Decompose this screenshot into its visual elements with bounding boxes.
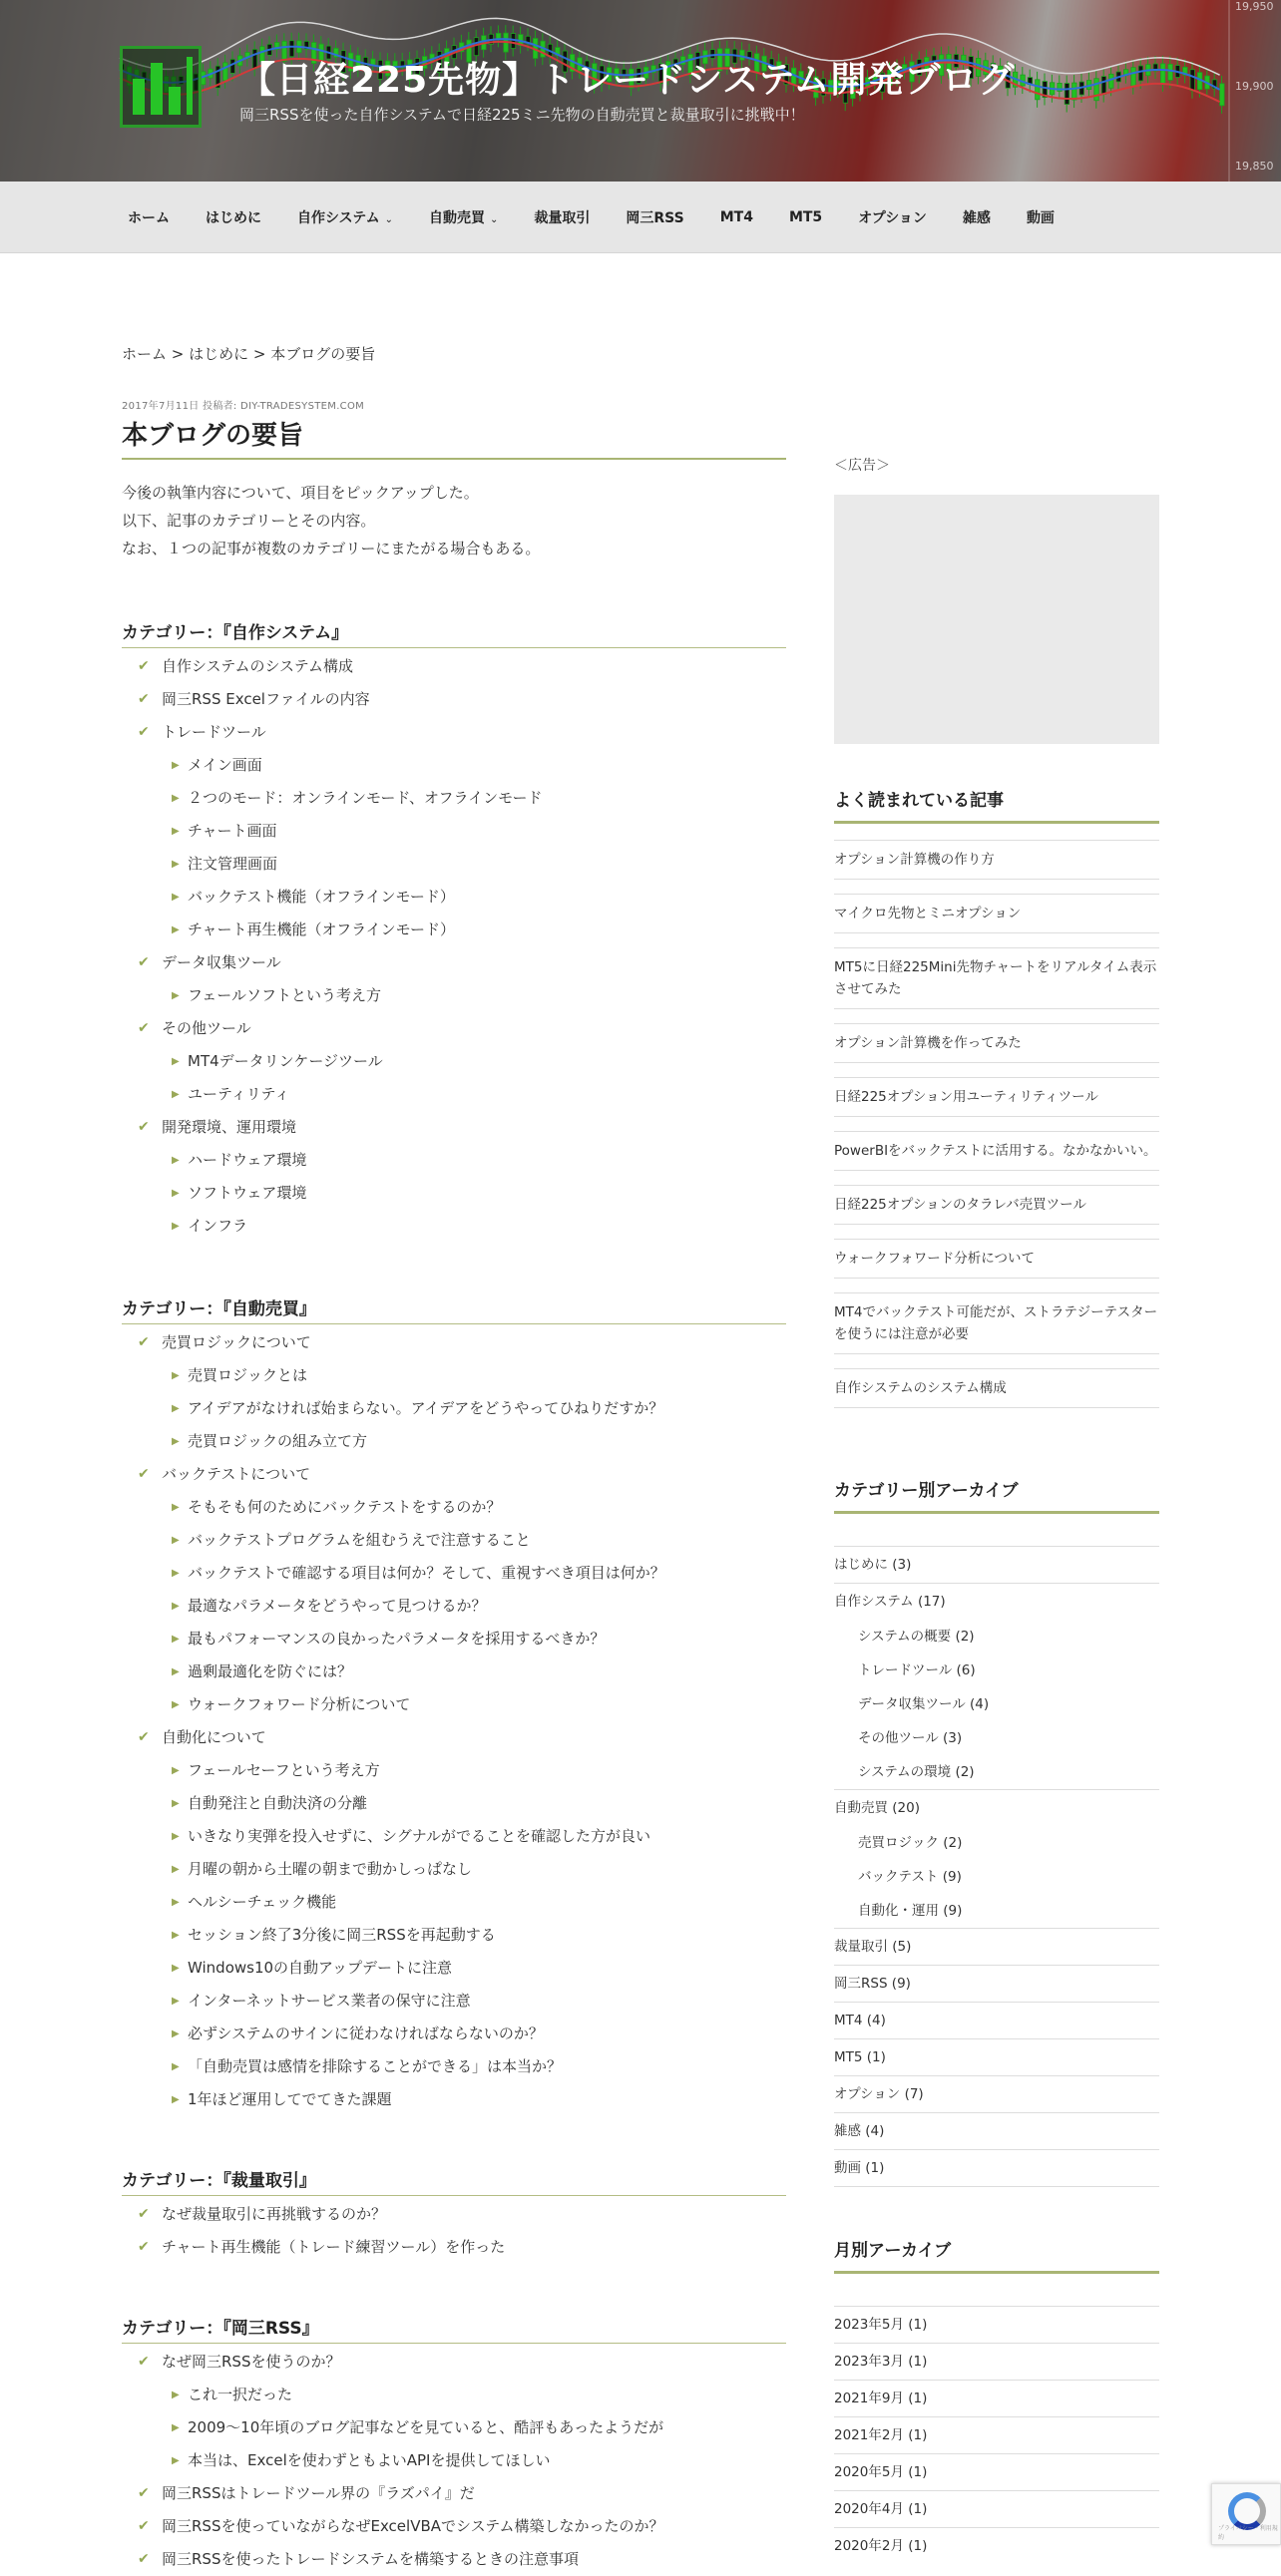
check-icon: ✔ [138,2551,150,2567]
monthly-archive-link[interactable]: 2020年5月 (1) [834,2453,1159,2490]
list-item[interactable] [122,1886,786,1919]
candle-body [1160,64,1165,84]
check-icon: ✔ [138,2518,150,2534]
category-archive-link[interactable]: 自動化・運用 (9) [858,1903,963,1919]
category-archive-link[interactable]: オプション (7) [834,2075,1159,2112]
list-item[interactable] [122,815,786,848]
list-item[interactable] [122,881,786,914]
monthly-archive-link[interactable]: 2020年4月 (1) [834,2490,1159,2527]
list-item[interactable] [122,1557,786,1590]
nav-label: 岡三RSS [626,210,684,226]
nav-sairyou[interactable] [516,207,608,227]
check-icon: ✔ [138,1334,150,1350]
nav-label: ホーム [128,210,170,226]
price-label: 19,850 [1235,160,1274,173]
list-item[interactable] [122,1853,786,1886]
candle-body [1036,80,1041,100]
list-item[interactable] [122,1111,786,1144]
list-item-label: 必ずシステムのサインに従わなければならないのか？ [188,2024,544,2042]
list-item-label: 過剰最適化を防ぐには？ [188,1662,353,1680]
nav-option[interactable] [840,207,945,227]
popular-post-link[interactable]: オプション計算機の作り方 [834,840,1159,880]
category-archive-link[interactable]: MT5 (1) [834,2038,1159,2075]
arrow-right-icon: ▶ [172,1089,180,1100]
list-item[interactable] [122,2050,786,2083]
category-section [122,1294,786,2116]
list-item[interactable] [122,848,786,881]
list-item-label: 自作システムのシステム構成 [162,657,354,675]
chevron-down-icon: ⌄ [384,214,393,225]
list-item[interactable] [122,1458,786,1491]
check-icon: ✔ [138,1020,150,1036]
nav-jisaku-system[interactable] [279,207,411,227]
category-archive-title: カテゴリー別アーカイブ [834,1476,1159,1514]
price-label: 19,900 [1235,80,1274,93]
list-item-label: ２つのモード：オンラインモード、オフラインモード [188,789,543,807]
arrow-right-icon: ▶ [172,990,180,1001]
list-item-label: ウォークフォワード分析について [188,1695,411,1713]
chevron-down-icon: ⌄ [490,214,499,225]
list-item-label: フェールセーフという考え方 [188,1761,380,1779]
category-archive-link[interactable]: 雑感 (4) [834,2112,1159,2149]
category-archive-link[interactable]: 動画 (1) [834,2149,1159,2187]
nav-label: 雑感 [962,210,991,226]
list-item[interactable] [122,914,786,946]
list-item[interactable] [122,2346,786,2379]
nav-okasan-rss[interactable] [608,207,701,227]
list-item[interactable] [122,1491,786,1524]
check-icon: ✔ [138,691,150,707]
breadcrumb-home[interactable]: ホーム [122,345,168,363]
list-item-label: 自動発注と自動決済の分離 [188,1794,368,1812]
category-list [122,1326,786,2116]
popular-post-link[interactable]: MT5に日経225Mini先物チャートをリアルタイム表示させてみた [834,947,1159,1009]
list-item[interactable] [122,2411,786,2444]
category-heading: カテゴリー：『裁量取引』 [122,2166,786,2196]
popular-post-link[interactable]: 日経225オプションのタラレバ売買ツール [834,1185,1159,1225]
popular-post-link[interactable]: MT4でバックテスト可能だが、ストラテジーテスターを使うには注意が必要 [834,1292,1159,1354]
list-item-label: 岡三RSSを使ったトレードシステムを構築するときの注意事項 [162,2550,579,2568]
list-item[interactable] [122,1425,786,1458]
check-icon: ✔ [138,724,150,740]
category-archive-link[interactable]: はじめに (3) [834,1546,1159,1583]
breadcrumb-separator: > [248,345,271,363]
check-icon: ✔ [138,1119,150,1135]
nav-label: オプション [858,210,927,226]
list-item[interactable] [122,1919,786,1952]
nav-mt4[interactable] [702,209,771,225]
arrow-right-icon: ▶ [172,1056,180,1067]
list-item-label: トレードツール [162,723,266,741]
list-item-label: ユーティリティ [188,1085,290,1103]
list-item[interactable] [122,2018,786,2050]
monthly-archive-link[interactable]: 2023年3月 (1) [834,2343,1159,2380]
arrow-right-icon: ▶ [172,2422,180,2433]
list-item-label: 「自動売買は感情を排除することができる」は本当か？ [188,2057,563,2075]
site-header [0,0,1281,182]
arrow-right-icon: ▶ [172,1155,180,1166]
list-item[interactable] [122,1656,786,1688]
list-item[interactable] [122,716,786,749]
category-archive-link[interactable]: 自動売買 (20) [834,1789,1159,1826]
recaptcha-text: プライバシー・利用規約 [1218,2525,1278,2541]
candle-body [1138,66,1143,81]
check-icon: ✔ [138,954,150,970]
arrow-right-icon: ▶ [172,1502,180,1513]
list-item[interactable] [122,1326,786,1359]
candle-body [1101,77,1106,95]
list-item-label: メイン画面 [188,756,262,774]
price-label: 19,950 [1235,0,1274,13]
arrow-right-icon: ▶ [172,1798,180,1809]
list-item-label: 月曜の朝から土曜の朝まで動かしっぱなし [188,1860,473,1878]
list-item-label: インターネットサービス業者の保守に注意 [188,1992,471,2010]
list-item[interactable] [122,2543,786,2576]
list-item-label: セッション終了3分後に岡三RSSを再起動する [188,1926,496,1944]
monthly-archive-link[interactable]: 2023年5月 (1) [834,2306,1159,2343]
check-icon: ✔ [138,1729,150,1745]
list-item[interactable] [122,1144,786,1177]
list-item[interactable] [122,1754,786,1787]
category-archive-link[interactable]: その他ツール (3) [858,1730,963,1746]
list-item[interactable] [122,1177,786,1210]
candle-body [1072,83,1077,100]
arrow-right-icon: ▶ [172,1963,180,1974]
candle-body [1190,70,1195,91]
list-item-label: 開発環境、運用環境 [162,1118,297,1136]
arrow-right-icon: ▶ [172,1996,180,2007]
list-item[interactable] [122,1721,786,1754]
list-item-label: 本当は、Excelを使わずともよいAPIを提供してほしい [188,2451,551,2469]
arrow-right-icon: ▶ [172,2094,180,2105]
nav-mt5[interactable] [771,209,840,225]
list-item-label: 1年ほど運用してでてきた課題 [188,2090,392,2108]
list-item-label: アイデアがなければ始まらない。アイデアをどうやってひねりだすか？ [188,1399,664,1417]
nav-douga[interactable] [1009,207,1072,227]
list-item[interactable] [122,1078,786,1111]
popular-post-link[interactable]: PowerBIをバックテストに活用する。なかなかいい。 [834,1131,1159,1171]
list-item[interactable] [122,979,786,1012]
list-item-label: 売買ロジックとは [188,1366,308,1384]
popular-posts-title: よく読まれている記事 [834,786,1159,824]
check-icon: ✔ [138,2206,150,2222]
nav-label: 自作システム [297,210,380,226]
list-item[interactable] [122,2198,786,2231]
list-item-label: なぜ裁量取引に再挑戦するのか？ [162,2205,387,2223]
monthly-archive-title: 月別アーカイブ [834,2236,1159,2274]
candle-body [1220,84,1225,106]
intro-line: 今後の執筆内容について、項目をピックアップした。 [122,484,479,502]
intro-line: 以下、記事のカテゴリーとその内容。 [122,512,376,530]
monthly-archive-link[interactable]: 2020年2月 (1) [834,2527,1159,2564]
nav-label: 動画 [1026,210,1055,226]
category-archive-link[interactable]: 裁量取引 (5) [834,1928,1159,1965]
candle-body [230,59,235,73]
arrow-right-icon: ▶ [172,892,180,903]
arrow-right-icon: ▶ [172,1897,180,1908]
arrow-right-icon: ▶ [172,760,180,771]
category-archive-link[interactable]: 岡三RSS (9) [834,1965,1159,2002]
list-item[interactable] [122,1688,786,1721]
list-item[interactable] [122,2444,786,2477]
list-item-label: バックテストプログラムを組むうえで注意すること [188,1531,531,1549]
candle-body [1109,74,1114,88]
list-item[interactable] [122,1590,786,1623]
ad-placeholder[interactable] [834,495,1159,744]
category-archive-link[interactable]: システムの環境 (2) [858,1764,975,1780]
check-icon: ✔ [138,2239,150,2255]
category-section [122,2166,786,2264]
check-icon: ✔ [138,2485,150,2501]
candle-body [1065,84,1069,105]
main-navigation [0,182,1281,253]
nav-label: MT4 [719,209,753,225]
arrow-right-icon: ▶ [172,826,180,837]
arrow-right-icon: ▶ [172,1666,180,1677]
arrow-right-icon: ▶ [172,1634,180,1645]
arrow-right-icon: ▶ [172,1930,180,1941]
list-item[interactable] [122,1012,786,1045]
category-archive-link[interactable]: トレードツール (6) [858,1662,976,1678]
monthly-archive-link[interactable]: 2021年2月 (1) [834,2416,1159,2453]
arrow-right-icon: ▶ [172,2390,180,2400]
page-title: 本ブログの要旨 [122,415,786,460]
popular-posts-list [834,840,1159,1422]
list-item[interactable] [122,1820,786,1853]
list-item-label: なぜ岡三RSSを使うのか？ [162,2353,341,2371]
list-item-label: いきなり実弾を投入せずに、シグナルがでることを確認した方が良い [188,1827,650,1845]
category-archive-link[interactable]: MT4 (4) [834,2002,1159,2038]
arrow-right-icon: ▶ [172,924,180,935]
list-item-label: 最適なパラメータをどうやって見つけるか？ [188,1597,487,1615]
candle-body [223,63,228,81]
arrow-right-icon: ▶ [172,1535,180,1546]
list-item-label: MT4データリンケージツール [188,1052,383,1070]
list-item-label: 2009～10年頃のブログ記事などを見ていると、酷評もあったようだが [188,2418,664,2436]
list-item[interactable] [122,683,786,716]
list-item[interactable] [122,1392,786,1425]
site-description: 岡三RSSを使った自作システムで日経225ミニ先物の自動売買と裁量取引に挑戦中！ [239,106,805,124]
breadcrumb-separator: > [167,345,190,363]
check-icon: ✔ [138,658,150,674]
list-item-label: フェールソフトという考え方 [188,986,381,1004]
category-list [122,2198,786,2264]
category-heading: カテゴリー：『自作システム』 [122,618,786,648]
category-archive-link[interactable]: バックテスト (9) [858,1869,962,1885]
list-item[interactable] [122,782,786,815]
list-item-label: 最もパフォーマンスの良かったパラメータを採用するべきか？ [188,1630,606,1648]
nav-label: MT5 [788,209,823,225]
list-item-label: 自動化について [162,1728,266,1746]
list-item[interactable] [122,1985,786,2018]
list-item-label: 注文管理画面 [188,855,278,873]
category-archive-link[interactable]: システムの概要 (2) [858,1629,975,1645]
arrow-right-icon: ▶ [172,1436,180,1447]
nav-jidou-baibai[interactable] [411,207,516,227]
list-item[interactable] [122,946,786,979]
list-item-label: ハードウェア環境 [188,1151,307,1169]
arrow-right-icon: ▶ [172,1403,180,1414]
ad-label: ＜広告＞ [834,458,890,474]
category-section [122,2314,786,2576]
list-item-label: ヘルシーチェック機能 [188,1893,337,1911]
candle-body [1094,79,1099,101]
arrow-right-icon: ▶ [172,1568,180,1579]
list-item[interactable] [122,2231,786,2264]
category-list [122,2346,786,2576]
list-item[interactable] [122,2510,786,2543]
monthly-archive-list [834,2306,1159,2564]
monthly-archive-link[interactable]: 2021年9月 (1) [834,2380,1159,2416]
list-item[interactable] [122,749,786,782]
list-item[interactable] [122,2477,786,2510]
list-item-label: バックテスト機能（オフラインモード） [188,888,455,906]
list-item[interactable] [122,2379,786,2411]
category-archive-link[interactable]: 自作システム (17) [834,1583,1159,1620]
list-item-label: チャート画面 [188,822,277,840]
category-archive-link[interactable]: データ収集ツール (4) [858,1696,990,1712]
list-item[interactable] [122,1787,786,1820]
intro-line: なお、１つの記事が複数のカテゴリーにまたがる場合もある。 [122,540,541,557]
category-section [122,618,786,1243]
popular-post-link[interactable]: 日経225オプション用ユーティリティツール [834,1077,1159,1117]
list-item[interactable] [122,1952,786,1985]
list-item-label: 岡三RSSはトレードツール界の『ラズパイ』だ [162,2484,475,2502]
list-item[interactable] [122,2083,786,2116]
list-item-label: バックテストについて [162,1465,311,1483]
arrow-right-icon: ▶ [172,1765,180,1776]
arrow-right-icon: ▶ [172,1601,180,1612]
nav-label: はじめに [206,210,261,226]
list-item[interactable] [122,1210,786,1243]
list-item-label: Windows10の自動アップデートに注意 [188,1959,452,1977]
category-archive-list [834,1546,1159,2187]
arrow-right-icon: ▶ [172,1188,180,1199]
category-heading: カテゴリー：『岡三RSS』 [122,2314,786,2344]
arrow-right-icon: ▶ [172,1699,180,1710]
popular-post-link[interactable]: 自作システムのシステム構成 [834,1368,1159,1408]
nav-label: 裁量取引 [534,210,591,226]
list-item[interactable] [122,1359,786,1392]
candle-body [1131,68,1136,87]
post-meta: 2017年7月11日 投稿者: DIY-TRADESYSTEM.COM [122,401,365,412]
check-icon: ✔ [138,2354,150,2370]
list-item-label: 売買ロジックについて [162,1333,311,1351]
arrow-right-icon: ▶ [172,2028,180,2039]
category-heading: カテゴリー：『自動売買』 [122,1294,786,1324]
nav-label: 自動売買 [429,210,485,226]
popular-post-link[interactable]: ウォークフォワード分析について [834,1239,1159,1279]
list-item[interactable] [122,650,786,683]
popular-post-link[interactable]: マイクロ先物とミニオプション [834,894,1159,933]
breadcrumb-parent[interactable]: はじめに [189,345,249,363]
nav-zakkan[interactable] [945,207,1009,227]
list-item-label: そもそも何のためにバックテストをするのか？ [188,1498,502,1516]
list-item-label: データ収集ツール [162,953,281,971]
list-item-label: 岡三RSS Excelファイルの内容 [162,690,370,708]
list-item-label: インフラ [188,1217,248,1235]
candle-body [1168,64,1173,80]
popular-post-link[interactable]: オプション計算機を作ってみた [834,1023,1159,1063]
nav-home[interactable] [110,207,188,227]
bar-chart-icon[interactable] [120,46,202,128]
arrow-right-icon: ▶ [172,793,180,804]
recaptcha-badge[interactable] [1211,2483,1281,2545]
nav-hajimeni[interactable] [188,207,279,227]
arrow-right-icon: ▶ [172,1370,180,1381]
site-title[interactable]: 【日経225先物】トレードシステム開発ブログ [239,60,1016,101]
list-item-label: 岡三RSSを使っていながらなぜExcelVBAでシステム構築しなかったのか？ [162,2517,664,2535]
category-list [122,650,786,1243]
list-item-label: 売買ロジックの組み立て方 [188,1432,368,1450]
list-item-label: チャート再生機能（オフラインモード） [188,920,456,938]
arrow-right-icon: ▶ [172,859,180,870]
arrow-right-icon: ▶ [172,1221,180,1232]
arrow-right-icon: ▶ [172,2061,180,2072]
list-item[interactable] [122,1524,786,1557]
list-item-label: チャート再生機能（トレード練習ツール）を作った [162,2238,506,2256]
list-item-label: その他ツール [162,1019,251,1037]
list-item[interactable] [122,1623,786,1656]
arrow-right-icon: ▶ [172,1864,180,1875]
post-intro [122,479,786,562]
breadcrumb [122,343,375,364]
list-item-label: バックテストで確認する項目は何か？そして、重視すべき項目は何か？ [188,1564,665,1582]
list-item-label: これ一択だった [188,2386,293,2403]
breadcrumb-current: 本ブログの要旨 [270,345,376,363]
arrow-right-icon: ▶ [172,2455,180,2466]
check-icon: ✔ [138,1466,150,1482]
arrow-right-icon: ▶ [172,1831,180,1842]
list-item[interactable] [122,1045,786,1078]
category-archive-link[interactable]: 売買ロジック (2) [858,1835,963,1851]
list-item-label: ソフトウェア環境 [188,1184,307,1202]
